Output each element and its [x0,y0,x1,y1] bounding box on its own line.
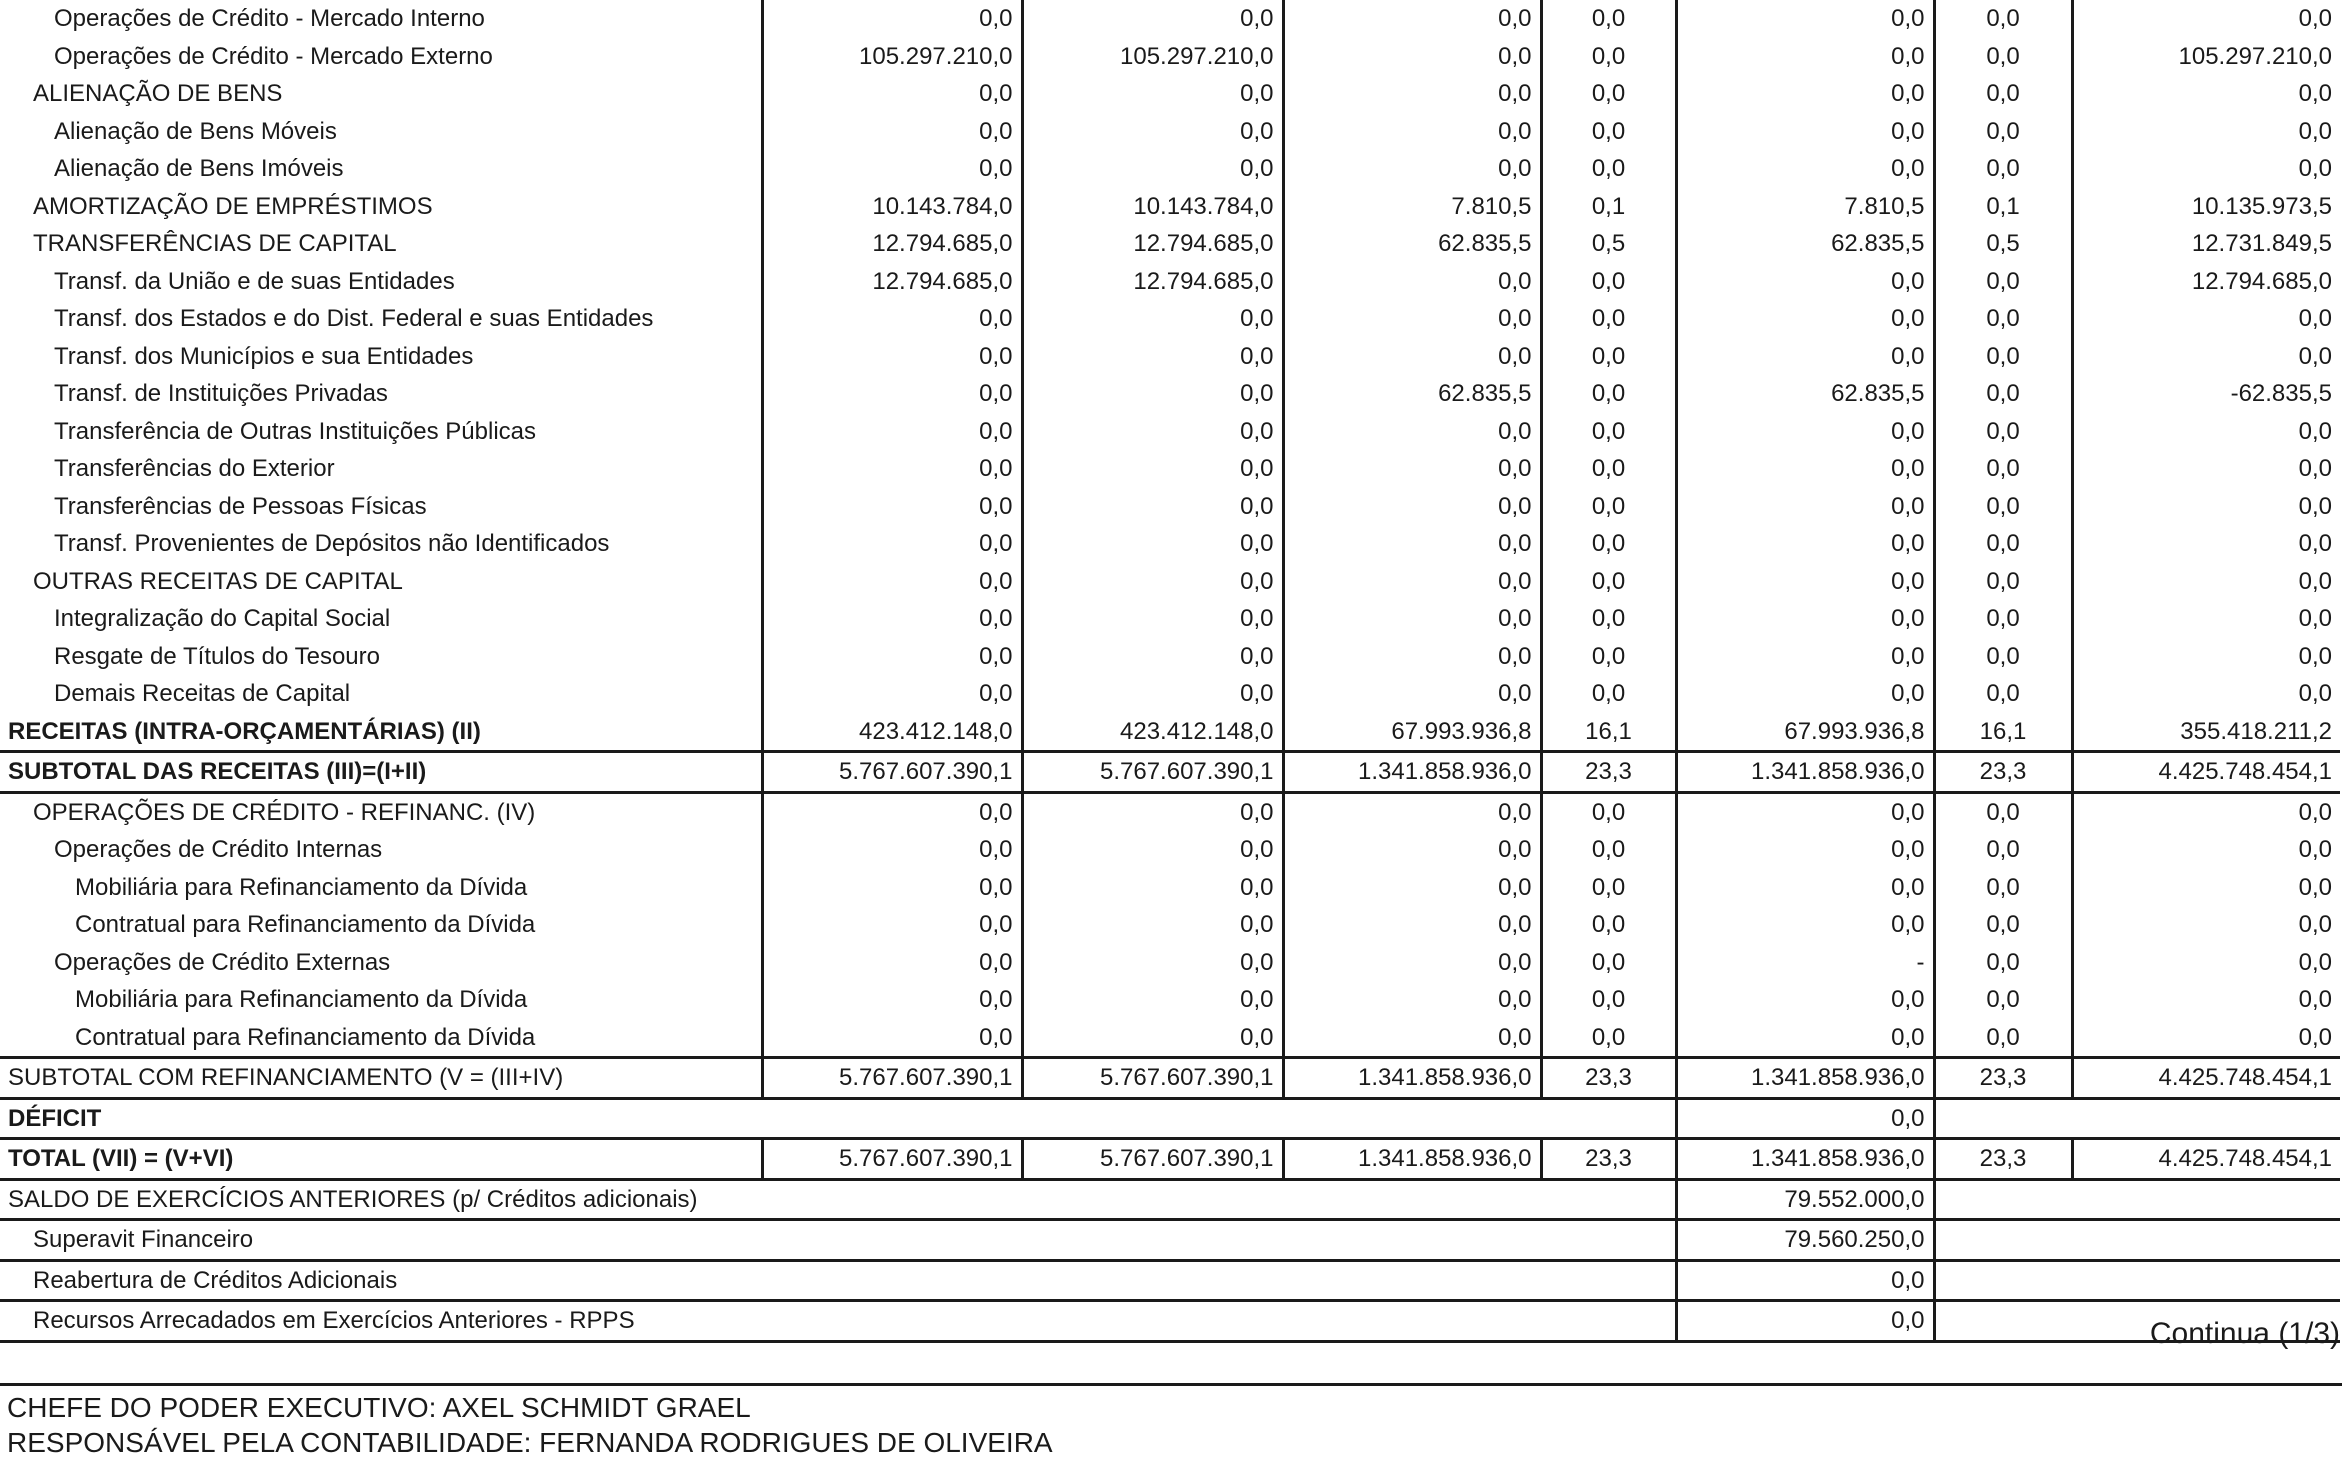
value-cell: 0,0 [1934,150,2072,188]
value-cell: 0,0 [1541,831,1676,869]
value-cell: 0,5 [1934,225,2072,263]
value-cell: 0,1 [1934,188,2072,226]
row-label: OPERAÇÕES DE CRÉDITO - REFINANC. (IV) [0,792,762,831]
executive-signature-line: CHEFE DO PODER EXECUTIVO: AXEL SCHMIDT GRAEL [7,1392,751,1423]
value-cell: 423.412.148,0 [1022,713,1283,752]
value-cell: 0,0 [1283,869,1541,907]
value-cell: 12.731.849,5 [2072,225,2340,263]
row-label: AMORTIZAÇÃO DE EMPRÉSTIMOS [33,192,433,220]
value-cell: 0,0 [1283,675,1541,713]
empty-cell [1934,1098,2340,1139]
value-cell: 5.767.607.390,1 [1022,1139,1283,1180]
value-cell: 0,0 [2072,638,2340,676]
value-cell: 0,0 [1676,413,1934,451]
value-cell: 0,0 [1676,1019,1934,1058]
value-cell: 0,0 [2072,981,2340,1019]
value-cell: 0,0 [762,906,1022,944]
empty-cell [762,1220,1676,1261]
empty-cell [762,1301,1676,1342]
table-row [0,1139,2340,1180]
table-row [0,638,2340,676]
value-cell: 105.297.210,0 [2072,38,2340,76]
value-cell: - [1676,944,1934,982]
value-cell: 105.297.210,0 [1022,38,1283,76]
table-row [0,413,2340,451]
table-row [0,525,2340,563]
row-label: Contratual para Refinanciamento da Dívida [75,1023,536,1051]
value-cell: 0,0 [1283,75,1541,113]
value-cell: 0,0 [1022,792,1283,831]
table-row [0,752,2340,793]
value-cell: 0,0 [1541,638,1676,676]
row-label: Transf. dos Municípios e sua Entidades [54,342,474,370]
value-cell: 0,0 [1676,75,1934,113]
table-row [0,831,2340,869]
table-row [0,981,2340,1019]
value-cell: 0,0 [2072,488,2340,526]
value-cell: 0,0 [2072,600,2340,638]
table-row [0,0,2340,38]
value-cell: 0,0 [1022,638,1283,676]
value-cell: 0,0 [1934,675,2072,713]
value-cell: 0,0 [1022,944,1283,982]
value-cell: 23,3 [1934,1058,2072,1099]
table-row [0,713,2340,752]
value-cell: 0,0 [1541,38,1676,76]
value-cell: 0,0 [1541,150,1676,188]
value-cell: 0,0 [1283,0,1541,38]
value-cell: 0,0 [1934,488,2072,526]
value-cell: 0,0 [1934,375,2072,413]
value-cell: 5.767.607.390,1 [762,752,1022,793]
table-row [0,906,2340,944]
value-cell: 0,0 [2072,944,2340,982]
value-cell: 67.993.936,8 [1283,713,1541,752]
value-cell: 0,0 [762,150,1022,188]
value-cell: 0,0 [1541,300,1676,338]
row-label: ALIENAÇÃO DE BENS [33,80,283,108]
value-cell: 0,0 [1022,0,1283,38]
value-cell: 10.135.973,5 [2072,188,2340,226]
row-label: Mobiliária para Refinanciamento da Dívida [75,986,528,1014]
value-cell: 10.143.784,0 [762,188,1022,226]
value-cell: 0,0 [1676,906,1934,944]
value-cell: 0,0 [1022,600,1283,638]
row-label: Recursos Arrecadados em Exercícios Anteriores - RPPS [0,1301,762,1342]
value-cell: 0,0 [762,869,1022,907]
value-cell: 67.993.936,8 [1676,713,1934,752]
table-row [0,563,2340,601]
value-cell: 0,0 [1676,150,1934,188]
value-cell: 0,0 [1541,338,1676,376]
table-row [0,150,2340,188]
value-cell: 0,0 [1541,525,1676,563]
row-label: TRANSFERÊNCIAS DE CAPITAL [33,230,397,258]
value-cell: 0,5 [1541,225,1676,263]
value-cell: 0,0 [1022,113,1283,151]
value-cell: 0,1 [1541,188,1676,226]
value-cell: 0,0 [1283,38,1541,76]
value-cell: 0,0 [1283,981,1541,1019]
value-cell: 7.810,5 [1676,188,1934,226]
value-cell: 0,0 [1022,75,1283,113]
value-cell: 0,0 [1676,638,1934,676]
row-label: Operações de Crédito - Mercado Externo [54,42,493,70]
table-row [0,1058,2340,1099]
value-cell: 0,0 [1283,300,1541,338]
value-cell: 0,0 [2072,906,2340,944]
value-cell: 79.560.250,0 [1676,1220,1934,1261]
value-cell: 0,0 [1022,906,1283,944]
value-cell: 23,3 [1934,752,2072,793]
value-cell: 0,0 [1676,488,1934,526]
value-cell: 0,0 [1283,792,1541,831]
row-label: DÉFICIT [0,1098,762,1139]
value-cell: 16,1 [1934,713,2072,752]
value-cell: 1.341.858.936,0 [1283,752,1541,793]
value-cell: 0,0 [1022,981,1283,1019]
row-label: Alienação de Bens Móveis [54,117,337,145]
footer-divider [0,1383,2342,1386]
value-cell: 0,0 [2072,75,2340,113]
table-row [0,1179,2340,1220]
value-cell: 0,0 [1541,263,1676,301]
table-row [0,1301,2340,1342]
value-cell: 0,0 [1541,675,1676,713]
value-cell: 0,0 [1934,413,2072,451]
value-cell: 12.794.685,0 [1022,225,1283,263]
value-cell: 23,3 [1541,1139,1676,1180]
row-label: Transf. da União e de suas Entidades [54,267,455,295]
value-cell: 0,0 [1283,113,1541,151]
value-cell: 0,0 [1283,944,1541,982]
value-cell: 0,0 [2072,831,2340,869]
table-row [0,1019,2340,1058]
value-cell: 0,0 [1541,906,1676,944]
row-label: Integralização do Capital Social [54,605,391,633]
row-label: Alienação de Bens Imóveis [54,155,344,183]
value-cell: -62.835,5 [2072,375,2340,413]
value-cell: 0,0 [2072,150,2340,188]
value-cell: 0,0 [1541,563,1676,601]
row-label: Transferências de Pessoas Físicas [54,492,427,520]
value-cell: 4.425.748.454,1 [2072,752,2340,793]
value-cell: 62.835,5 [1676,375,1934,413]
value-cell: 0,0 [1934,263,2072,301]
value-cell: 0,0 [2072,675,2340,713]
value-cell: 0,0 [2072,0,2340,38]
value-cell: 0,0 [1541,75,1676,113]
value-cell: 0,0 [1934,792,2072,831]
value-cell: 0,0 [1676,1260,1934,1301]
value-cell: 0,0 [762,563,1022,601]
value-cell: 0,0 [1541,792,1676,831]
empty-cell [1934,1179,2340,1220]
row-label: SUBTOTAL COM REFINANCIAMENTO (V = (III+IV) [0,1058,762,1099]
value-cell: 0,0 [2072,1019,2340,1058]
value-cell: 0,0 [1283,831,1541,869]
value-cell: 0,0 [1022,450,1283,488]
table-row [0,792,2340,831]
value-cell: 0,0 [1934,0,2072,38]
table-row [0,113,2340,151]
table-row [0,944,2340,982]
value-cell: 12.794.685,0 [762,263,1022,301]
table-row [0,600,2340,638]
value-cell: 0,0 [762,0,1022,38]
value-cell: 0,0 [1934,75,2072,113]
value-cell: 0,0 [762,413,1022,451]
value-cell: 0,0 [1934,638,2072,676]
value-cell: 0,0 [1934,906,2072,944]
row-label: Transf. Provenientes de Depósitos não Identificados [54,530,610,558]
value-cell: 0,0 [1676,1098,1934,1139]
value-cell: 79.552.000,0 [1676,1179,1934,1220]
value-cell: 0,0 [762,944,1022,982]
value-cell: 0,0 [1676,1301,1934,1342]
value-cell: 0,0 [762,675,1022,713]
value-cell: 1.341.858.936,0 [1676,752,1934,793]
table-row [0,488,2340,526]
value-cell: 0,0 [2072,338,2340,376]
value-cell: 0,0 [1283,1019,1541,1058]
value-cell: 0,0 [1676,600,1934,638]
value-cell: 0,0 [1541,600,1676,638]
value-cell: 0,0 [1283,525,1541,563]
value-cell: 12.794.685,0 [1022,263,1283,301]
value-cell: 62.835,5 [1283,375,1541,413]
value-cell: 0,0 [1676,450,1934,488]
row-label: SALDO DE EXERCÍCIOS ANTERIORES (p/ Créditos adicionais) [0,1179,762,1220]
value-cell: 0,0 [1022,413,1283,451]
value-cell: 0,0 [1676,113,1934,151]
value-cell: 0,0 [1022,375,1283,413]
table-row [0,38,2340,76]
value-cell: 0,0 [1676,338,1934,376]
value-cell: 0,0 [1022,525,1283,563]
value-cell: 0,0 [1934,300,2072,338]
value-cell: 0,0 [1934,450,2072,488]
value-cell: 0,0 [1022,563,1283,601]
value-cell: 0,0 [1283,600,1541,638]
accounting-signature-line: RESPONSÁVEL PELA CONTABILIDADE: FERNANDA RODRIGUES DE OLIVEIRA [7,1427,1053,1458]
row-label: Reabertura de Créditos Adicionais [0,1260,762,1301]
table-row [0,75,2340,113]
value-cell: 0,0 [1541,488,1676,526]
value-cell: 62.835,5 [1676,225,1934,263]
value-cell: 0,0 [1283,906,1541,944]
value-cell: 0,0 [1541,450,1676,488]
value-cell: 62.835,5 [1283,225,1541,263]
value-cell: 10.143.784,0 [1022,188,1283,226]
value-cell: 4.425.748.454,1 [2072,1058,2340,1099]
value-cell: 5.767.607.390,1 [762,1139,1022,1180]
value-cell: 0,0 [1934,525,2072,563]
value-cell: 0,0 [1934,981,2072,1019]
value-cell: 0,0 [1676,525,1934,563]
value-cell: 0,0 [1022,675,1283,713]
value-cell: 0,0 [762,113,1022,151]
table-row [0,188,2340,226]
value-cell: 423.412.148,0 [762,713,1022,752]
value-cell: 0,0 [1934,944,2072,982]
value-cell: 0,0 [1541,944,1676,982]
empty-cell [762,1098,1676,1139]
value-cell: 1.341.858.936,0 [1676,1139,1934,1180]
value-cell: 0,0 [1022,150,1283,188]
value-cell: 0,0 [1022,1019,1283,1058]
value-cell: 5.767.607.390,1 [1022,1058,1283,1099]
value-cell: 12.794.685,0 [762,225,1022,263]
value-cell: 0,0 [1541,113,1676,151]
row-label: Superavit Financeiro [0,1220,762,1261]
value-cell: 0,0 [1676,38,1934,76]
value-cell: 0,0 [762,525,1022,563]
table-row [0,869,2340,907]
row-label: Mobiliária para Refinanciamento da Dívida [75,873,528,901]
empty-cell [1934,1260,2340,1301]
value-cell: 0,0 [1934,1019,2072,1058]
value-cell: 0,0 [1541,413,1676,451]
row-label: Transf. dos Estados e do Dist. Federal e suas Entidades [54,305,654,333]
value-cell: 0,0 [1676,792,1934,831]
value-cell: 0,0 [1541,1019,1676,1058]
value-cell: 0,0 [762,600,1022,638]
page-continuation-label: Continua (1/3) [2149,1317,2340,1350]
value-cell: 0,0 [762,375,1022,413]
row-label: SUBTOTAL DAS RECEITAS (III)=(I+II) [0,752,762,793]
table-row [0,1220,2340,1261]
row-label: Transferências do Exterior [54,455,335,483]
value-cell: 0,0 [1541,375,1676,413]
value-cell: 1.341.858.936,0 [1676,1058,1934,1099]
value-cell: 1.341.858.936,0 [1283,1139,1541,1180]
value-cell: 0,0 [762,792,1022,831]
value-cell: 0,0 [1022,300,1283,338]
value-cell: 0,0 [1283,638,1541,676]
value-cell: 7.810,5 [1283,188,1541,226]
value-cell: 0,0 [1283,488,1541,526]
value-cell: 0,0 [762,1019,1022,1058]
value-cell: 0,0 [1676,300,1934,338]
value-cell: 0,0 [762,338,1022,376]
value-cell: 0,0 [762,450,1022,488]
value-cell: 0,0 [762,300,1022,338]
value-cell: 0,0 [2072,300,2340,338]
value-cell: 0,0 [2072,525,2340,563]
row-label: Resgate de Títulos do Tesouro [54,642,380,670]
value-cell: 0,0 [1934,869,2072,907]
table-row [0,450,2340,488]
empty-cell [762,1179,1676,1220]
row-label: Operações de Crédito Internas [54,836,383,864]
value-cell: 23,3 [1541,752,1676,793]
table-row [0,1260,2340,1301]
value-cell: 0,0 [1541,981,1676,1019]
value-cell: 5.767.607.390,1 [762,1058,1022,1099]
value-cell: 0,0 [1283,413,1541,451]
value-cell: 0,0 [762,831,1022,869]
value-cell: 0,0 [2072,413,2340,451]
value-cell: 0,0 [2072,113,2340,151]
value-cell: 16,1 [1541,713,1676,752]
table-row [0,225,2340,263]
table-row [0,338,2340,376]
value-cell: 0,0 [1676,831,1934,869]
value-cell: 0,0 [762,981,1022,1019]
value-cell: 0,0 [1676,675,1934,713]
value-cell: 0,0 [1676,0,1934,38]
row-label: Contratual para Refinanciamento da Dívida [75,911,536,939]
value-cell: 0,0 [1934,38,2072,76]
value-cell: 0,0 [1022,831,1283,869]
value-cell: 0,0 [2072,563,2340,601]
value-cell: 0,0 [1022,869,1283,907]
table-row [0,375,2340,413]
value-cell: 0,0 [1676,981,1934,1019]
row-label: OUTRAS RECEITAS DE CAPITAL [33,567,403,595]
row-label: Transf. de Instituições Privadas [54,380,388,408]
row-label: RECEITAS (INTRA-ORÇAMENTÁRIAS) (II) [8,717,481,745]
value-cell: 0,0 [762,75,1022,113]
empty-cell [762,1260,1676,1301]
table-row [0,300,2340,338]
value-cell: 0,0 [762,638,1022,676]
value-cell: 355.418.211,2 [2072,713,2340,752]
value-cell: 0,0 [1934,831,2072,869]
value-cell: 0,0 [1934,113,2072,151]
table-row [0,675,2340,713]
value-cell: 0,0 [1022,338,1283,376]
value-cell: 105.297.210,0 [762,38,1022,76]
value-cell: 12.794.685,0 [2072,263,2340,301]
table-row [0,1098,2340,1139]
value-cell: 0,0 [1022,488,1283,526]
value-cell: 0,0 [1676,263,1934,301]
row-label: Transferência de Outras Instituições Públicas [54,417,537,445]
table-row [0,263,2340,301]
empty-cell [1934,1220,2340,1261]
value-cell: 0,0 [1934,600,2072,638]
row-label: TOTAL (VII) = (V+VI) [0,1139,762,1180]
value-cell: 0,0 [1283,150,1541,188]
value-cell: 0,0 [1283,338,1541,376]
row-label: Operações de Crédito Externas [54,948,391,976]
value-cell: 0,0 [2072,450,2340,488]
value-cell: 0,0 [1934,338,2072,376]
value-cell: 0,0 [1541,0,1676,38]
value-cell: 0,0 [1676,563,1934,601]
row-label: Demais Receitas de Capital [54,680,351,708]
value-cell: 0,0 [1283,450,1541,488]
value-cell: 0,0 [1676,869,1934,907]
value-cell: 0,0 [1283,563,1541,601]
value-cell: 23,3 [1934,1139,2072,1180]
value-cell: 1.341.858.936,0 [1283,1058,1541,1099]
value-cell: 0,0 [762,488,1022,526]
value-cell: 5.767.607.390,1 [1022,752,1283,793]
value-cell: 0,0 [1541,869,1676,907]
value-cell: 4.425.748.454,1 [2072,1139,2340,1180]
value-cell: 23,3 [1541,1058,1676,1099]
value-cell: 0,0 [2072,792,2340,831]
value-cell: 0,0 [1934,563,2072,601]
value-cell: 0,0 [2072,869,2340,907]
value-cell: 0,0 [1283,263,1541,301]
row-label: Operações de Crédito - Mercado Interno [54,5,485,33]
